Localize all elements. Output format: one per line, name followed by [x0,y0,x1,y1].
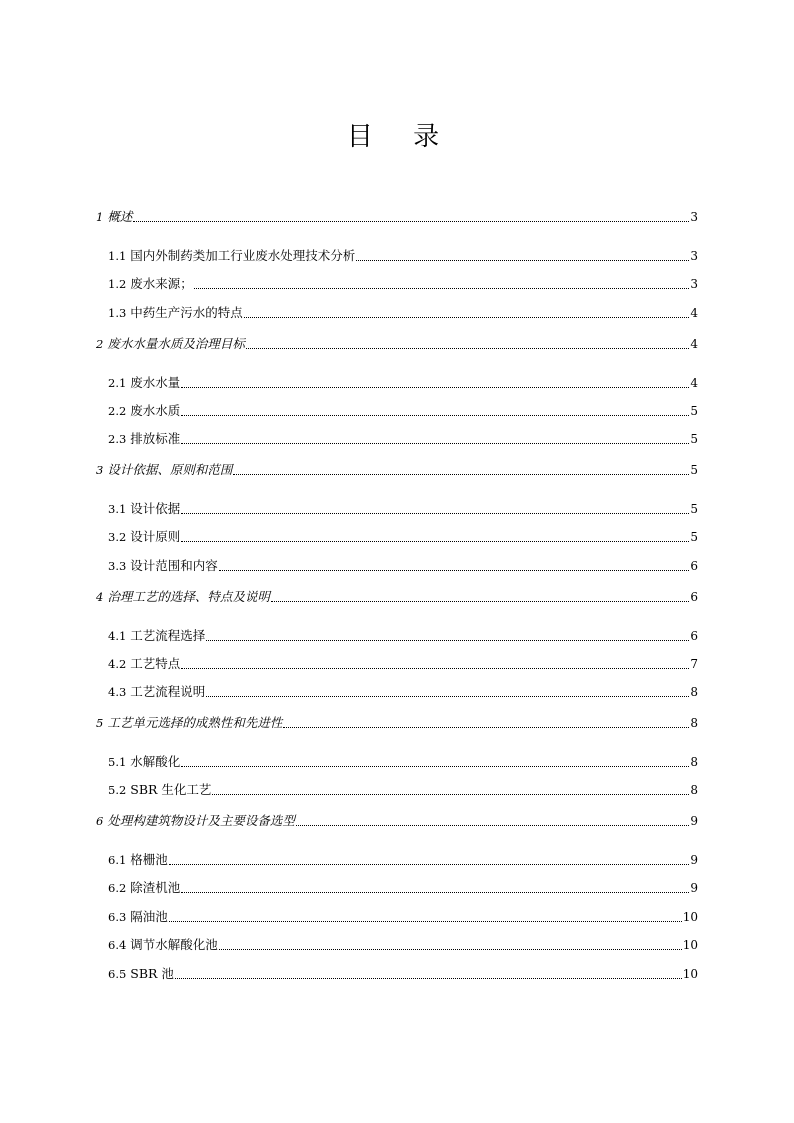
toc-entry-number: 6.2 [108,881,127,895]
toc-entry-number: 5.2 [108,783,127,797]
toc-entry-text: 废水水量 [130,375,181,390]
toc-entry-label [108,305,243,321]
toc-dot-leader [283,727,689,728]
toc-entry-number: 6.5 [108,967,127,981]
toc-page-number: 5 [690,463,698,477]
toc-page-number: 8 [690,783,698,797]
toc-entry-number: 2.3 [108,432,127,446]
toc-entry-label [108,909,168,925]
toc-page-number: 3 [690,249,698,263]
toc-page-number: 10 [682,967,698,981]
toc-entry-text: 设计依据 [130,501,181,516]
toc-entry-text: 除渣机池 [130,880,181,895]
toc-entry-number: 6.3 [108,910,127,924]
toc-entry-label [108,375,180,391]
toc-entry-number: 5.1 [108,755,127,769]
toc-dot-leader [181,513,689,514]
toc-entry-number: 6 [96,814,104,828]
toc-entry-number: 1 [96,210,104,224]
toc-page-number: 8 [690,685,698,699]
toc-entry-number: 3.3 [108,559,127,573]
toc-entry-text: SBR 生化工艺 [130,782,212,797]
toc-section-entry[interactable] [108,248,698,264]
toc-section-entry[interactable] [108,656,698,672]
toc-entry-label [96,462,232,478]
toc-entry-label [96,589,270,605]
toc-page-number: 5 [690,432,698,446]
toc-section-entry[interactable] [108,966,698,982]
toc-section-entry[interactable] [108,375,698,391]
toc-entry-label [108,276,193,292]
toc-page-number: 8 [690,755,698,769]
toc-page-number: 9 [690,881,698,895]
toc-entry-label [108,501,180,517]
toc-entry-label [108,656,180,672]
toc-entry-label [108,403,180,419]
toc-dot-leader [181,387,689,388]
toc-entry-number: 4 [96,590,104,604]
toc-entry-text: 水解酸化 [130,754,181,769]
toc-entry-text: 中药生产污水的特点 [130,305,243,320]
toc-page-number: 3 [690,210,698,224]
toc-entry-text: 废水来源； [130,276,193,291]
toc-page-number: 9 [690,853,698,867]
toc-dot-leader [206,696,689,697]
toc-chapter-entry[interactable] [96,813,698,829]
toc-entry-text: 概述 [107,209,133,224]
toc-dot-leader [181,443,689,444]
toc-page-number: 10 [682,938,698,952]
toc-page-number: 4 [690,306,698,320]
toc-section-entry[interactable] [108,754,698,770]
toc-chapter-entry[interactable] [96,589,698,605]
toc-page-number: 3 [690,277,698,291]
toc-page-number: 6 [690,590,698,604]
toc-entry-number: 4.1 [108,629,127,643]
toc-entry-label [108,628,205,644]
toc-entry-number: 2 [96,337,104,351]
toc-chapter-entry[interactable] [96,462,698,478]
toc-section-entry[interactable] [108,431,698,447]
toc-page-number: 5 [690,530,698,544]
toc-dot-leader [133,221,689,222]
toc-dot-leader [244,317,690,318]
toc-dot-leader [181,415,689,416]
toc-section-entry[interactable] [108,529,698,545]
toc-page-number: 4 [690,376,698,390]
toc-entry-text: 工艺流程选择 [130,628,206,643]
toc-section-entry[interactable] [108,628,698,644]
toc-entry-label [108,684,205,700]
toc-entry-number: 6.4 [108,938,127,952]
toc-dot-leader [194,288,690,289]
toc-entry-text: 排放标准 [130,431,181,446]
toc-entry-number: 2.2 [108,404,127,418]
toc-entry-number: 1.3 [108,306,127,320]
toc-section-entry[interactable] [108,558,698,574]
toc-entry-label [108,966,174,982]
toc-entry-text: 治理工艺的选择、特点及说明 [107,589,270,604]
toc-entry-label [96,715,282,731]
toc-entry-number: 3.2 [108,530,127,544]
toc-entry-text: 调节水解酸化池 [130,937,218,952]
toc-page-number: 9 [690,814,698,828]
toc-page-number: 5 [690,404,698,418]
toc-entry-number: 6.1 [108,853,127,867]
toc-dot-leader [356,260,689,261]
toc-chapter-entry[interactable] [96,209,698,225]
toc-entry-label [108,529,180,545]
toc-entry-label [108,558,218,574]
toc-dot-leader [181,892,689,893]
toc-section-entry[interactable] [108,501,698,517]
toc-entry-label [108,431,180,447]
toc-entry-number: 1.1 [108,249,127,263]
toc-section-entry[interactable] [108,305,698,321]
toc-section-entry[interactable] [108,852,698,868]
toc-dot-leader [169,921,682,922]
toc-page-number: 6 [690,559,698,573]
toc-entry-text: 隔油池 [130,909,168,924]
toc-dot-leader [296,825,690,826]
toc-entry-label [108,880,180,896]
toc-section-entry[interactable] [108,684,698,700]
toc-entry-text: 设计依据、原则和范围 [107,462,233,477]
toc-dot-leader [175,978,682,979]
toc-entry-text: 废水水量水质及治理目标 [107,336,245,351]
toc-section-entry[interactable] [108,276,698,292]
toc-page-number: 10 [682,910,698,924]
toc-entry-label [96,336,245,352]
toc-dot-leader [181,668,689,669]
toc-entry-text: 工艺单元选择的成熟性和先进性 [107,715,283,730]
toc-entry-label [108,782,211,798]
toc-entry-text: 国内外制药类加工行业废水处理技术分析 [130,248,356,263]
toc-entry-number: 3 [96,463,104,477]
toc-chapter-entry[interactable] [96,715,698,731]
toc-entry-text: 废水水质 [130,403,181,418]
toc-section-entry[interactable] [108,403,698,419]
toc-dot-leader [271,601,690,602]
toc-entry-number: 4.2 [108,657,127,671]
toc-section-entry[interactable] [108,880,698,896]
toc-entry-label [108,937,218,953]
toc-entry-text: 工艺特点 [130,656,181,671]
toc-entry-text: 处理构建筑物设计及主要设备选型 [107,813,295,828]
toc-entry-text: 设计范围和内容 [130,558,218,573]
toc-page-number: 5 [690,502,698,516]
toc-dot-leader [212,794,689,795]
toc-entry-number: 2.1 [108,376,127,390]
page-title: 目 录 [346,122,456,152]
toc-dot-leader [181,766,689,767]
toc-page-number: 6 [690,629,698,643]
toc-entry-number: 3.1 [108,502,127,516]
toc-dot-leader [233,474,689,475]
toc-dot-leader [246,348,690,349]
toc-entry-text: 格栅池 [130,852,168,867]
toc-section-entry[interactable] [108,909,698,925]
toc-entry-label [108,852,168,868]
toc-dot-leader [181,541,689,542]
toc-page-number: 8 [690,716,698,730]
toc-dot-leader [169,864,690,865]
toc-entry-label [96,813,295,829]
toc-section-entry[interactable] [108,937,698,953]
toc-dot-leader [219,570,690,571]
toc-entry-text: SBR 池 [130,966,174,981]
toc-entry-text: 工艺流程说明 [130,684,206,699]
toc-page-number: 4 [690,337,698,351]
toc-dot-leader [219,949,682,950]
toc-entry-label [108,248,355,264]
toc-chapter-entry[interactable] [96,336,698,352]
toc-entry-number: 1.2 [108,277,127,291]
toc-entry-number: 4.3 [108,685,127,699]
toc-dot-leader [206,640,689,641]
toc-entry-text: 设计原则 [130,529,181,544]
toc-page-number: 7 [690,657,698,671]
toc-entry-label [108,754,180,770]
toc-entry-number: 5 [96,716,104,730]
toc-section-entry[interactable] [108,782,698,798]
toc-entry-label [96,209,132,225]
